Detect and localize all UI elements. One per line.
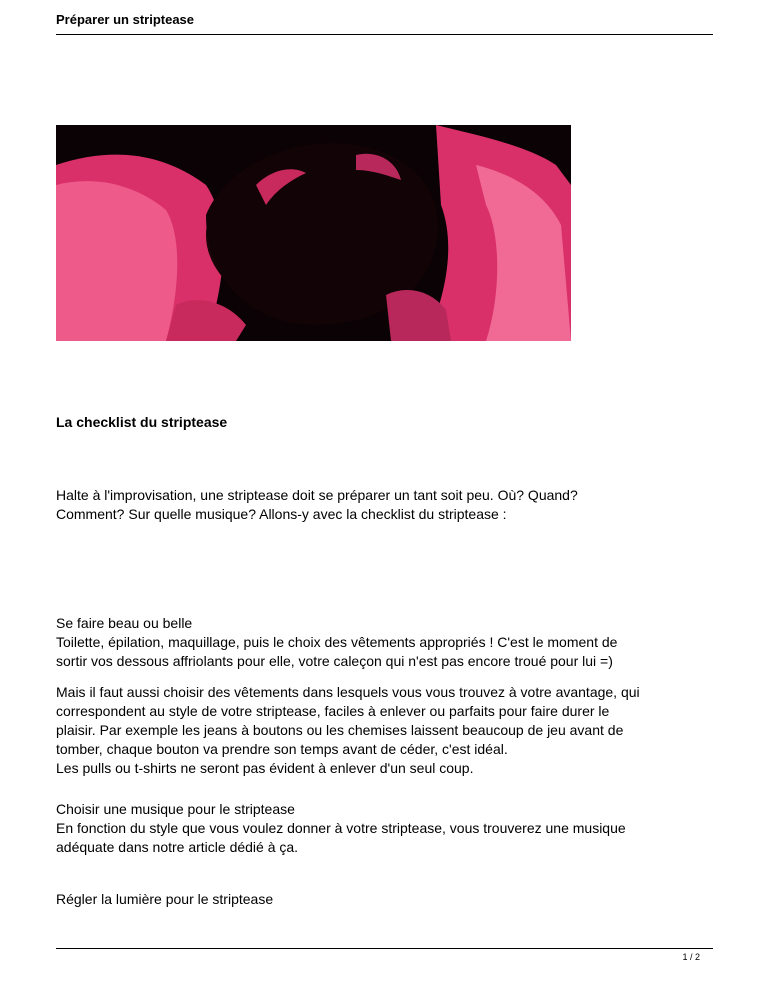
page-number: 1 / 2 [682,952,700,962]
intro-line: Halte à l'improvisation, une striptease doit se préparer un tant soit peu. Où? Quand? [56,487,578,503]
section-1-paragraph-2 [56,683,716,778]
paragraph-line: Les pulls ou t-shirts ne seront pas évident à enlever d'un seul coup. [56,760,474,776]
header-divider [56,34,713,35]
hero-photo-graphic [56,125,571,341]
paragraph-line: tomber, chaque bouton va prendre son temps avant de céder, c'est idéal. [56,741,508,757]
footer-divider [56,948,713,949]
hero-image [56,125,571,341]
intro-paragraph [56,486,716,524]
section-2-title: Choisir une musique pour le striptease [56,801,295,817]
section-1 [56,614,716,671]
section-1-line: Toilette, épilation, maquillage, puis le choix des vêtements appropriés ! C'est le moment de [56,634,618,650]
section-1-line: sortir vos dessous affriolants pour elle, votre caleçon qui n'est pas encore troué pour lui =) [56,653,613,669]
intro-line: Comment? Sur quelle musique? Allons-y avec la checklist du striptease : [56,506,507,522]
page-header-title: Préparer un striptease [56,12,195,27]
paragraph-line: plaisir. Par exemple les jeans à boutons ou les chemises laissent beaucoup de jeu avant de [56,722,624,738]
section-3 [56,890,716,909]
section-1-title: Se faire beau ou belle [56,615,193,631]
section-2 [56,800,716,857]
section-heading: La checklist du striptease [56,414,228,430]
paragraph-line: Mais il faut aussi choisir des vêtements dans lesquels vous vous trouvez à votre avantage, qui [56,684,640,700]
section-3-title: Régler la lumière pour le striptease [56,891,274,907]
section-2-line: adéquate dans notre article dédié à ça. [56,839,299,855]
paragraph-line: correspondent au style de votre striptease, faciles à enlever ou parfaits pour faire durer le [56,703,610,719]
section-2-line: En fonction du style que vous voulez donner à votre striptease, vous trouverez une musique [56,820,626,836]
